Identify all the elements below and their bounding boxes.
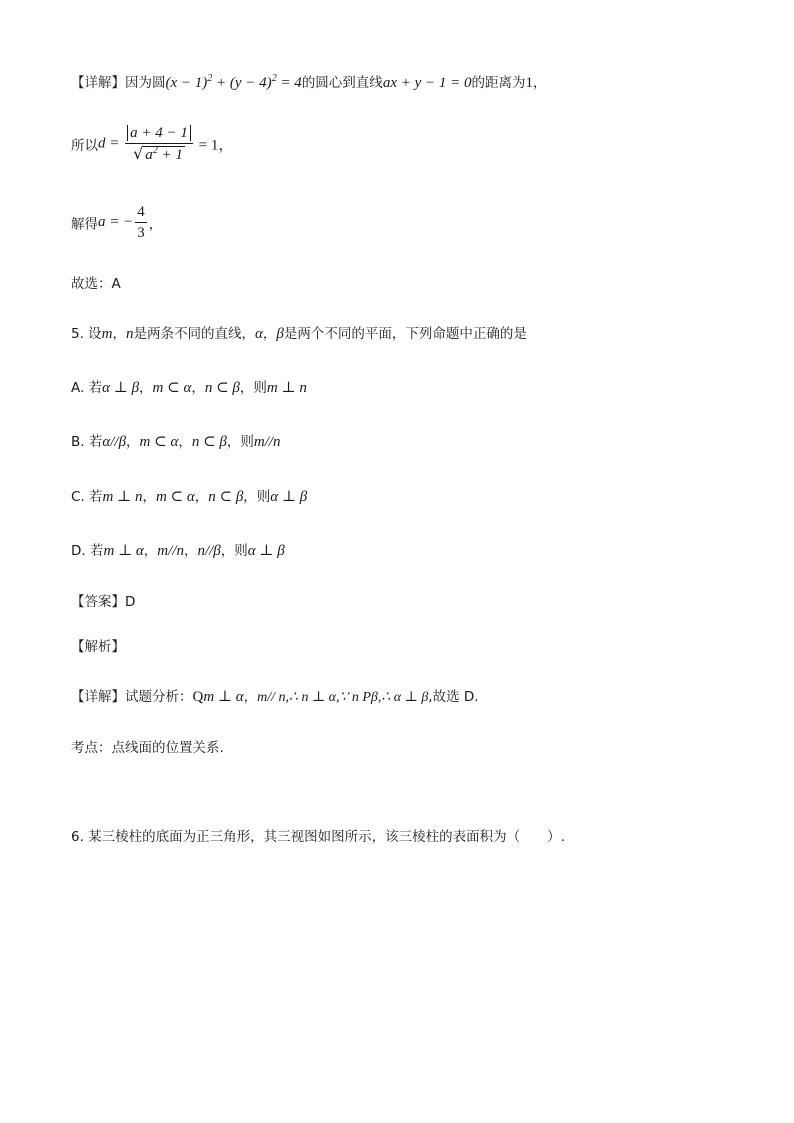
distance-formula-line xyxy=(71,124,233,164)
detail-label: 【详解】 xyxy=(71,689,125,705)
circle-equation: $(x - 1)^2 + (y - 4)^2 = 4$ xyxy=(165,73,302,91)
answer-line xyxy=(71,592,135,612)
option-d: D. 若m ⊥ α，m//n，n//β，则α ⊥ β xyxy=(71,543,285,559)
answer-value: D xyxy=(125,594,136,610)
detail-line-2: 【详解】试题分析：Qm ⊥ α，m// n,∴ n ⊥ α,∵ n Pβ,∴ α ⊥ β,故选 D. xyxy=(71,689,479,705)
option-a: A. 若α ⊥ β，m ⊂ α，n ⊂ β，则m ⊥ n xyxy=(71,380,307,396)
text-segment: 因为圆 xyxy=(125,75,166,91)
analysis-label: 【解析】 xyxy=(71,639,125,655)
kaodian-line: 考点：点线面的位置关系. xyxy=(71,740,224,756)
a-fraction xyxy=(135,203,147,242)
fraction-numerator: a + 4 − 1 xyxy=(127,125,191,141)
text-segment: 的距离为 xyxy=(471,75,526,91)
text-segment: 所以 xyxy=(71,138,98,154)
distance-fraction: $\frac{a + 4 - 1}{√ a^2 + 1}$ xyxy=(125,124,193,164)
text-segment: 的圆心到直线 xyxy=(301,75,383,91)
text-segment: 解得 xyxy=(71,216,98,233)
detail-label: 【详解】 xyxy=(71,75,125,91)
a-equals: a = − xyxy=(98,214,134,230)
fraction-numerator: 4 xyxy=(135,203,147,223)
fraction-denominator: 3 xyxy=(137,225,145,241)
d-equals: d = xyxy=(98,135,124,152)
option-c: C. 若m ⊥ n，m ⊂ α，n ⊂ β，则α ⊥ β xyxy=(71,489,308,505)
fraction-denominator: $a^2 + 1$ xyxy=(145,145,183,163)
detail-line-1: 【详解】因为圆$(x - 1)^2 + (y - 4)^2 = 4$的圆心到直线ax + y − 1 = 0的距离为1， xyxy=(71,73,547,91)
choose-line: 故选：A xyxy=(71,276,121,292)
fraction-result: = 1， xyxy=(194,137,234,154)
line-equation: ax + y − 1 = 0 xyxy=(382,75,472,91)
question-5-stem: 5. 设m，n是两条不同的直线，α，β是两个不同的平面，下列命题中正确的是 xyxy=(71,326,527,342)
question-6-stem: 6. 某三棱柱的底面为正三角形，其三视图如图所示，该三棱柱的表面积为（ ）. xyxy=(71,829,565,845)
solve-line: 解得a = − $\frac{4}{3}$ ， xyxy=(71,204,163,241)
option-b: B. 若α//β，m ⊂ α，n ⊂ β，则m//n xyxy=(71,434,281,450)
distance-value: 1 xyxy=(525,75,533,91)
answer-label: 【答案】 xyxy=(71,594,125,610)
